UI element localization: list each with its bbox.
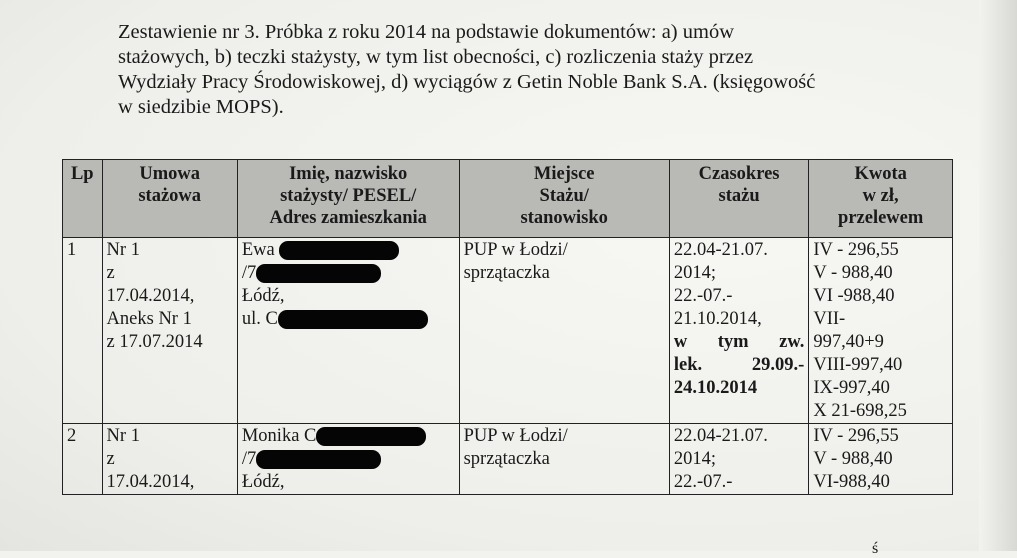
- header-umowa: Umowa stażowa: [102, 160, 237, 238]
- sick-leave-note: lek. 29.09.-: [673, 355, 805, 375]
- cell-kwota: IV - 296,55 V - 988,40 VI-988,40: [809, 424, 953, 495]
- sick-leave-note: 24.10.2014: [673, 378, 758, 398]
- intro-line: Zestawienie nr 3. Próbka z roku 2014 na podstawie dokumentów: a) umów: [118, 21, 735, 43]
- cell-lp: 2: [63, 424, 103, 495]
- intro-line: w siedzibie MOPS).: [118, 96, 284, 118]
- trainee-table: [62, 159, 953, 495]
- redaction-mark: [256, 264, 381, 283]
- intro-line: stażowych, b) teczki stażysty, w tym list obecności, c) rozliczenia staży przez: [118, 46, 754, 68]
- header-miejsce: Miejsce Stażu/ stanowisko: [459, 160, 669, 238]
- sick-leave-note: w tym zw.: [673, 332, 805, 352]
- header-kwota: Kwota w zł, przelewem: [809, 160, 953, 238]
- cell-lp: 1: [63, 238, 103, 424]
- cell-czasokres: 22.04-21.07. 2014; 22.-07.- 21.10.2014, w tym zw. lek. 29.09.- 24.10.2014: [669, 238, 808, 424]
- table-header-row: [63, 160, 953, 238]
- footer-mark: ś: [872, 540, 879, 557]
- cell-umowa: Nr 1 z 17.04.2014,: [102, 424, 237, 495]
- redaction-mark: [278, 310, 428, 329]
- table-row: [63, 238, 953, 424]
- cell-miejsce: PUP w Łodzi/ sprzątaczka: [459, 424, 669, 495]
- cell-miejsce: PUP w Łodzi/ sprzątaczka: [459, 238, 669, 424]
- header-imie: Imię, nazwisko stażysty/ PESEL/ Adres zamieszkania: [237, 160, 459, 238]
- cell-imie: Monika C /7 Łódź,: [237, 424, 459, 495]
- redaction-mark: [316, 427, 426, 446]
- cell-imie: Ewa /7 Łódź, ul. C: [237, 238, 459, 424]
- redaction-mark: [256, 450, 381, 469]
- header-czasokres: Czasokres stażu: [669, 160, 808, 238]
- cell-umowa: Nr 1 z 17.04.2014, Aneks Nr 1 z 17.07.2014: [102, 238, 237, 424]
- cell-czasokres: 22.04-21.07. 2014; 22.-07.-: [669, 424, 808, 495]
- table-row: [63, 424, 953, 495]
- header-lp: Lp: [63, 160, 103, 238]
- intro-paragraph: [118, 20, 940, 120]
- redaction-mark: [279, 241, 399, 260]
- intro-line: Wydziały Pracy Środowiskowej, d) wyciągów z Getin Noble Bank S.A. (księgowość: [118, 71, 816, 93]
- page-shadow-edge: [979, 0, 1017, 551]
- cell-kwota: IV - 296,55 V - 988,40 VI -988,40 VII- 997,40+9 VIII-997,40 IX-997,40 X 21-698,25: [809, 238, 953, 424]
